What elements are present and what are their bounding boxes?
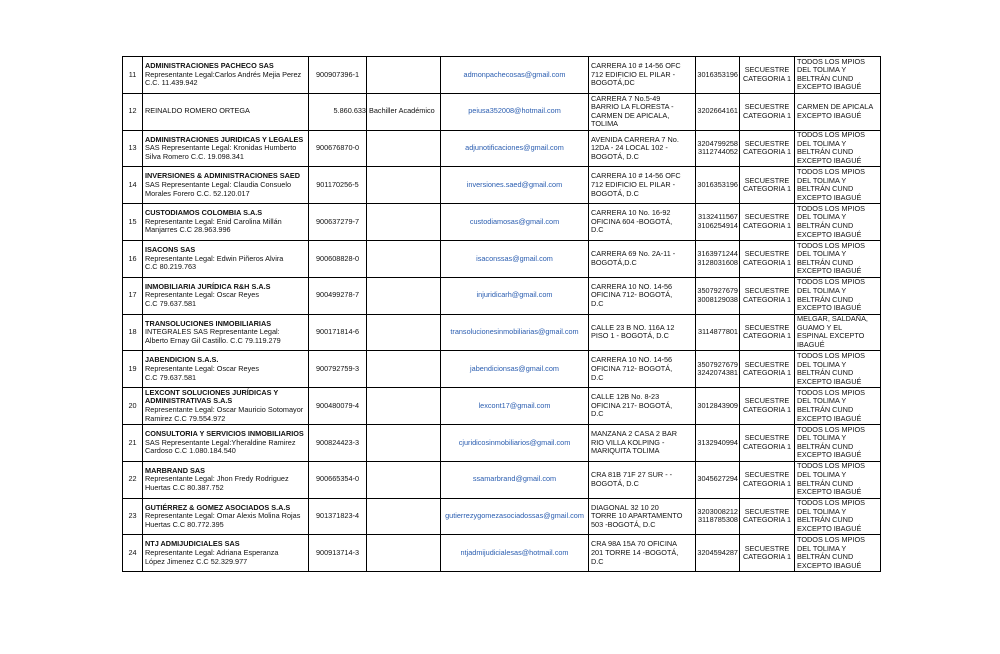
nit-cell: 900499278-7 — [309, 277, 367, 314]
entity-name: LEXCONT SOLUCIONES JURÍDICAS Y ADMINISTRATIVAS S.A.S — [145, 387, 279, 406]
category-cell: SECUESTRE CATEGORIA 1 — [740, 388, 795, 425]
representative-details: Representante Legal: Oscar Reyes C.C 79.637.581 — [145, 290, 259, 308]
email-link[interactable]: admonpachecosas@gmail.com — [441, 57, 589, 94]
email-link[interactable]: peiusa352008@hotmail.com — [441, 93, 589, 130]
email-link[interactable]: lexcont17@gmail.com — [441, 388, 589, 425]
address-cell: MANZANA 2 CASA 2 BAR RIO VILLA KOLPING - MARIQUITA TOLIMA — [589, 424, 696, 461]
phone-cell: 3163971244 3128031608 — [696, 240, 740, 277]
category-cell: SECUESTRE CATEGORIA 1 — [740, 204, 795, 241]
coverage-cell: CARMEN DE APICALA EXCEPTO IBAGUÉ — [795, 93, 881, 130]
address-cell: CARRERA 10 # 14-56 OFC 712 EDIFICIO EL PILAR - BOGOTÁ, D.C — [589, 167, 696, 204]
category-cell: SECUESTRE CATEGORIA 1 — [740, 130, 795, 167]
address-cell: CARRERA 10 # 14-56 OFC 712 EDIFICIO EL PILAR - BOGOTÁ,DC — [589, 57, 696, 94]
category-cell: SECUESTRE CATEGORIA 1 — [740, 277, 795, 314]
address-cell: CARRERA 10 NO. 14-56 OFICINA 712- BOGOTÁ, D.C — [589, 351, 696, 388]
entity-name: INMOBILIARIA JURÍDICA R&H S.A.S — [145, 281, 271, 291]
table-row — [123, 240, 881, 277]
email-link[interactable]: gutierrezygomezasociadossas@gmail.com — [441, 498, 589, 535]
nit-cell: 900480079-4 — [309, 388, 367, 425]
representative-details: Representante Legal: Edwin Piñeros Alvira C.C 80.219.763 — [145, 253, 284, 272]
category-cell: SECUESTRE CATEGORIA 1 — [740, 351, 795, 388]
coverage-cell: TODOS LOS MPIOS DEL TOLIMA Y BELTRÁN CUND EXCEPTO IBAGUÉ — [795, 130, 881, 167]
phone-cell: 3202664161 — [696, 93, 740, 130]
coverage-cell: TODOS LOS MPIOS DEL TOLIMA Y BELTRÁN CUND EXCEPTO IBAGUÉ — [795, 240, 881, 277]
education-cell — [367, 130, 441, 167]
nit-cell: 900913714-3 — [309, 535, 367, 572]
table-row — [123, 204, 881, 241]
email-link[interactable]: ntjadmijudicialesas@hotmail.com — [441, 535, 589, 572]
entity-cell — [143, 167, 309, 204]
email-link[interactable]: adjunotificaciones@gmail.com — [441, 130, 589, 167]
representative-details: SAS Representante Legal: Kronidas Humberto Silva Romero C.C. 19.098.341 — [145, 143, 297, 161]
education-cell — [367, 351, 441, 388]
phone-cell: 3114877801 — [696, 314, 740, 351]
row-number: 23 — [123, 498, 143, 535]
education-cell — [367, 388, 441, 425]
row-number: 12 — [123, 93, 143, 130]
email-link[interactable]: custodiamosas@gmail.com — [441, 204, 589, 241]
entity-name: MARBRAND SAS — [145, 465, 205, 475]
entity-cell — [143, 498, 309, 535]
nit-cell: 900676870-0 — [309, 130, 367, 167]
category-cell: SECUESTRE CATEGORIA 1 — [740, 57, 795, 94]
email-link[interactable]: ssamarbrand@gmail.com — [441, 461, 589, 498]
coverage-cell: TODOS LOS MPIOS DEL TOLIMA Y BELTRÁN CUND EXCEPTO IBAGUÉ — [795, 167, 881, 204]
representative-details: Representante Legal: Oscar Reyes C.C 79.637.581 — [145, 363, 259, 382]
entity-name: ADMINISTRACIONES JURIDICAS Y LEGALES — [145, 134, 304, 144]
table-row — [123, 461, 881, 498]
entity-name: REINALDO ROMERO ORTEGA — [145, 106, 250, 116]
row-number: 21 — [123, 424, 143, 461]
table-row — [123, 351, 881, 388]
representative-details: Representante Legal: Enid Carolina Millán Manjarres C.C 28.963.996 — [145, 216, 282, 235]
entity-cell — [143, 240, 309, 277]
address-cell: CARRERA 7 No.5-49 BARRIO LA FLORESTA - CARMEN DE APICALA, TOLIMA — [589, 93, 696, 130]
entity-name: CUSTODIAMOS COLOMBIA S.A.S — [145, 208, 263, 218]
entity-cell — [143, 351, 309, 388]
entity-name: TRANSOLUCIONES INMOBILIARIAS — [145, 318, 272, 328]
category-cell: SECUESTRE CATEGORIA 1 — [740, 240, 795, 277]
email-link[interactable]: injuridicarh@gmail.com — [441, 277, 589, 314]
table-row — [123, 277, 881, 314]
category-cell: SECUESTRE CATEGORIA 1 — [740, 424, 795, 461]
entity-name: ISACONS SAS — [145, 244, 196, 254]
nit-cell: 900792759-3 — [309, 351, 367, 388]
coverage-cell: TODOS LOS MPIOS DEL TOLIMA Y BELTRÁN CUND EXCEPTO IBAGUÉ — [795, 388, 881, 425]
table-row — [123, 57, 881, 94]
coverage-cell: TODOS LOS MPIOS DEL TOLIMA Y BELTRÁN CUND EXCEPTO IBAGUÉ — [795, 351, 881, 388]
table-row — [123, 498, 881, 535]
category-cell: SECUESTRE CATEGORIA 1 — [740, 461, 795, 498]
table-row — [123, 535, 881, 572]
table-row — [123, 314, 881, 351]
entity-cell — [143, 535, 309, 572]
phone-cell: 3204799258 3112744052 — [696, 130, 740, 167]
representative-details: SAS Representante Legal: Claudia Consuelo Morales Forero C.C. 52.120.017 — [145, 179, 292, 198]
address-cell: CALLE 12B No. 8-23 OFICINA 217- BOGOTÁ, D.C — [589, 388, 696, 425]
email-link[interactable]: isaconssas@gmail.com — [441, 240, 589, 277]
education-cell — [367, 498, 441, 535]
coverage-cell: TODOS LOS MPIOS DEL TOLIMA Y BELTRÁN CUND EXCEPTO IBAGUÉ — [795, 461, 881, 498]
education-cell — [367, 535, 441, 572]
entity-cell — [143, 424, 309, 461]
category-cell: SECUESTRE CATEGORIA 1 — [740, 535, 795, 572]
category-cell: SECUESTRE CATEGORIA 1 — [740, 167, 795, 204]
address-cell: DIAGONAL 32 10 20 TORRE 10 APARTAMENTO 503 -BOGOTÁ, D.C — [589, 498, 696, 535]
row-number: 14 — [123, 167, 143, 204]
entity-cell — [143, 57, 309, 94]
address-cell: AVENIDA CARRERA 7 No. 12DA - 24 LOCAL 102 - BOGOTÁ, D.C — [589, 130, 696, 167]
nit-cell: 900824423-3 — [309, 424, 367, 461]
phone-cell: 3045627294 — [696, 461, 740, 498]
document-page — [122, 56, 881, 572]
table-body — [123, 57, 881, 572]
row-number: 13 — [123, 130, 143, 167]
address-cell: CARRERA 10 No. 16-92 OFICINA 604 -BOGOTÁ, D.C — [589, 204, 696, 241]
nit-cell: 900637279-7 — [309, 204, 367, 241]
representative-details: INTEGRALES SAS Representante Legal: Alberto Ernay Gil Castillo. C.C 79.119.279 — [145, 327, 281, 345]
row-number: 11 — [123, 57, 143, 94]
education-cell — [367, 277, 441, 314]
nit-cell: 901371823-4 — [309, 498, 367, 535]
entity-cell — [143, 204, 309, 241]
phone-cell: 3507927679 3008129038 — [696, 277, 740, 314]
nit-cell: 900171814-6 — [309, 314, 367, 351]
category-cell: SECUESTRE CATEGORIA 1 — [740, 498, 795, 535]
email-link[interactable]: jabendicionsas@gmail.com — [441, 351, 589, 388]
entity-cell — [143, 130, 309, 167]
phone-cell: 3132940994 — [696, 424, 740, 461]
address-cell: CRA 81B 71F 27 SUR - - BOGOTÁ, D.C — [589, 461, 696, 498]
representative-details: Representante Legal:Carlos Andrés Mejia Perez C.C. 11.439.942 — [145, 69, 302, 88]
coverage-cell: TODOS LOS MPIOS DEL TOLIMA Y BELTRÁN CUND EXCEPTO IBAGUÉ — [795, 424, 881, 461]
row-number: 18 — [123, 314, 143, 351]
address-cell: CRA 98A 15A 70 OFICINA 201 TORRE 14 -BOGOTÁ, D.C — [589, 535, 696, 572]
education-cell — [367, 461, 441, 498]
entity-cell — [143, 277, 309, 314]
representative-details: Representante Legal: Omar Alexis Molina Rojas Huertas C.C 80.772.395 — [145, 511, 301, 529]
coverage-cell: TODOS LOS MPIOS DEL TOLIMA Y BELTRÁN CUND EXCEPTO IBAGUÉ — [795, 277, 881, 314]
entity-name: JABENDICION S.A.S. — [145, 355, 219, 365]
representative-details: Representante Legal: Jhon Fredy Rodriguez Huertas C.C 80.387.752 — [145, 474, 289, 492]
entity-cell — [143, 461, 309, 498]
entity-cell — [143, 314, 309, 351]
row-number: 24 — [123, 535, 143, 572]
phone-cell: 3203008212 3118785308 — [696, 498, 740, 535]
entity-name: GUTIÉRREZ & GOMEZ ASOCIADOS S.A.S — [145, 502, 291, 512]
row-number: 19 — [123, 351, 143, 388]
email-link[interactable]: cjuridicosinmobiliarios@gmail.com — [441, 424, 589, 461]
row-number: 16 — [123, 240, 143, 277]
representative-details: Representante Legal: Oscar Mauricio Sotomayor Ramirez C.C 79.554.972 — [145, 405, 304, 423]
address-cell: CARRERA 69 No. 2A-11 - BOGOTÁ,D.C — [589, 240, 696, 277]
coverage-cell: MELGAR, SALDAÑA, GUAMO Y EL ESPINAL EXCEPTO IBAGUÉ — [795, 314, 881, 351]
coverage-cell: TODOS LOS MPIOS DEL TOLIMA Y BELTRÁN CUND EXCEPTO IBAGUÉ — [795, 535, 881, 572]
nit-cell: 900665354-0 — [309, 461, 367, 498]
phone-cell: 3016353196 — [696, 57, 740, 94]
education-cell — [367, 57, 441, 94]
address-cell: CALLE 23 B NO. 116A 12 PISO 1 - BOGOTÁ, D.C — [589, 314, 696, 351]
education-cell — [367, 240, 441, 277]
education-cell: Bachiller Académico — [367, 93, 441, 130]
nit-cell: 900907396-1 — [309, 57, 367, 94]
phone-cell: 3016353196 — [696, 167, 740, 204]
email-link[interactable]: inversiones.saed@gmail.com — [441, 167, 589, 204]
row-number: 22 — [123, 461, 143, 498]
table-row — [123, 130, 881, 167]
entity-cell — [143, 93, 309, 130]
row-number: 17 — [123, 277, 143, 314]
education-cell — [367, 204, 441, 241]
entity-name: NTJ ADMIJUDICIALES SAS — [145, 539, 240, 549]
row-number: 15 — [123, 204, 143, 241]
entity-cell — [143, 388, 309, 425]
nit-cell: 5.860.633 — [309, 93, 367, 130]
category-cell: SECUESTRE CATEGORIA 1 — [740, 93, 795, 130]
phone-cell: 3012843909 — [696, 388, 740, 425]
nit-cell: 901170256-5 — [309, 167, 367, 204]
nit-cell: 900608828-0 — [309, 240, 367, 277]
coverage-cell: TODOS LOS MPIOS DEL TOLIMA Y BELTRÁN CUND EXCEPTO IBAGUÉ — [795, 204, 881, 241]
phone-cell: 3507927679 3242074381 — [696, 351, 740, 388]
representative-details: SAS Representante Legal:Yheraldine Ramirez Cardoso C.C 1.080.184.540 — [145, 437, 296, 456]
entity-name: ADMINISTRACIONES PACHECO SAS — [145, 61, 274, 70]
phone-cell: 3132411567 3106254914 — [696, 204, 740, 241]
education-cell — [367, 314, 441, 351]
table-row — [123, 93, 881, 130]
coverage-cell: TODOS LOS MPIOS DEL TOLIMA Y BELTRÁN CUND EXCEPTO IBAGUÉ — [795, 498, 881, 535]
category-cell: SECUESTRE CATEGORIA 1 — [740, 314, 795, 351]
email-link[interactable]: transolucionesinmobiliarias@gmail.com — [441, 314, 589, 351]
auxiliaries-table — [122, 56, 881, 572]
entity-name: INVERSIONES & ADMINISTRACIONES SAED — [145, 171, 301, 181]
education-cell — [367, 424, 441, 461]
education-cell — [367, 167, 441, 204]
row-number: 20 — [123, 388, 143, 425]
entity-name: CONSULTORIA Y SERVICIOS INMOBILIARIOS — [145, 428, 304, 438]
coverage-cell: TODOS LOS MPIOS DEL TOLIMA Y BELTRÁN CUND EXCEPTO IBAGUÉ — [795, 57, 881, 94]
table-row — [123, 424, 881, 461]
table-row — [123, 388, 881, 425]
phone-cell: 3204594287 — [696, 535, 740, 572]
representative-details: Representante Legal: Adriana Esperanza López Jimenez C.C 52.329.977 — [145, 547, 279, 566]
table-row — [123, 167, 881, 204]
address-cell: CARRERA 10 NO. 14-56 OFICINA 712- BOGOTÁ, D.C — [589, 277, 696, 314]
